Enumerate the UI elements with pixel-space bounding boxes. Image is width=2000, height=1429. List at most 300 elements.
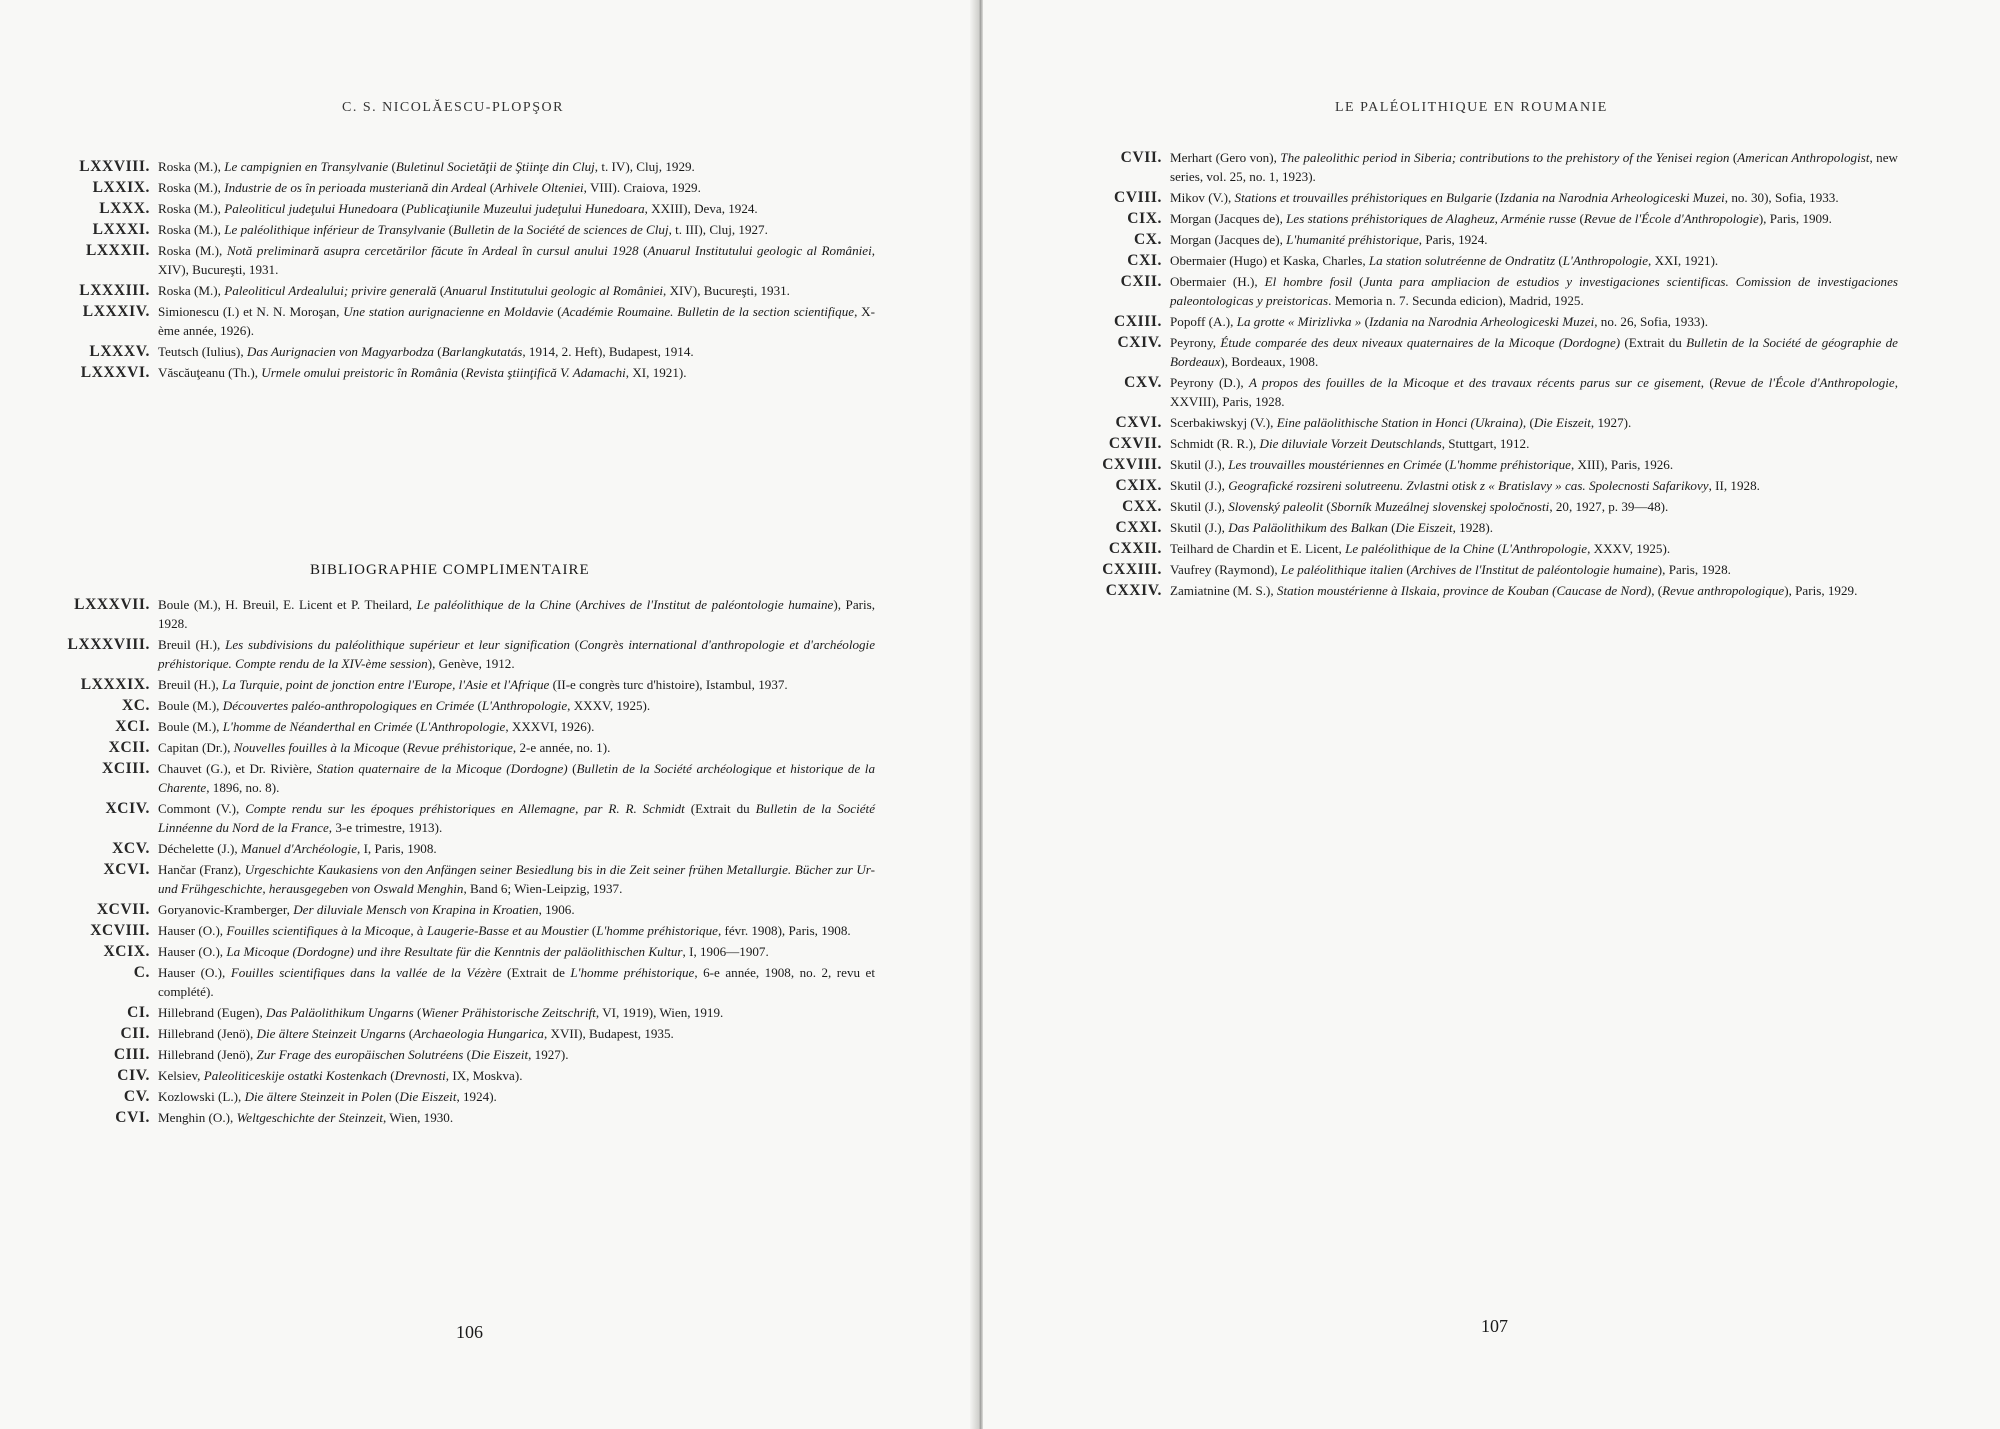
- bibliography-entry: [1028, 497, 1898, 516]
- citation-segment: , t. III), Cluj, 1927.: [668, 222, 768, 237]
- entry-citation: [158, 696, 875, 715]
- entry-number: LXXXVII.: [74, 596, 150, 613]
- citation-title-segment: L'homme préhistorique: [596, 923, 718, 938]
- citation-title-segment: Archaeologia Hungarica: [413, 1026, 544, 1041]
- entry-number: LXXXIX.: [80, 676, 150, 693]
- citation-segment: Zamiatnine (M. S.),: [1170, 583, 1277, 598]
- bibliography-entry: [45, 1024, 875, 1043]
- citation-segment: Commont (V.),: [158, 801, 246, 816]
- entry-number: CXI.: [1127, 252, 1162, 269]
- citation-segment: (: [433, 344, 442, 359]
- bibliography-entry: [45, 635, 875, 673]
- citation-title-segment: Sborník Muzeálnej slovenskej spoločnosti: [1330, 499, 1550, 514]
- citation-segment: Boule (M.),: [158, 698, 223, 713]
- citation-segment: (II-e congrès turc d'histoire), Istambul, 1937.: [549, 677, 788, 692]
- citation-segment: , 2-e année, no. 1).: [512, 740, 611, 755]
- citation-title-segment: Drevnosti: [394, 1068, 446, 1083]
- entry-number: CIV.: [117, 1067, 150, 1084]
- citation-segment: Simionescu (I.) et N. N. Moroşan,: [158, 304, 344, 319]
- citation-title-segment: Geografické rozsireni solutreenu. Zvlastni otisk z « Bratislavy » cas. Spolecnosti Safarikovy: [1228, 478, 1709, 493]
- citation-title-segment: Wiener Prähistorische Zeitschrift: [421, 1005, 596, 1020]
- bibliography-entry: [1028, 581, 1898, 600]
- entry-citation: [158, 1087, 875, 1106]
- citation-title-segment: Buletinul Societăţii de Ştiinţe din Cluj: [395, 159, 595, 174]
- entry-citation: [158, 1003, 875, 1022]
- citation-segment: , XVII), Budapest, 1935.: [543, 1026, 674, 1041]
- bibliography-entry: [45, 281, 875, 300]
- citation-title-segment: Die ältere Steinzeit in Polen: [244, 1089, 392, 1104]
- bibliography-entry: [1028, 251, 1898, 270]
- bibliography-entry: [45, 220, 875, 239]
- entry-citation: [1170, 434, 1898, 453]
- entry-citation: [158, 199, 875, 218]
- citation-segment: (: [553, 304, 562, 319]
- entry-number: LXXXV.: [89, 343, 150, 360]
- entry-citation: [1170, 455, 1898, 474]
- citation-title-segment: Bulletin de la Société de géographie de Bordeaux: [1170, 335, 1898, 369]
- citation-segment: Teutsch (Iulius),: [158, 344, 247, 359]
- citation-segment: Peyrony,: [1170, 335, 1221, 350]
- citation-segment: Boule (M.), H. Breuil, E. Licent et P. Theilard,: [158, 597, 417, 612]
- citation-title-segment: Der diluviale Mensch von Krapina in Kroatien: [293, 902, 539, 917]
- citation-segment: (: [413, 1005, 422, 1020]
- bibliography-entry: [1028, 413, 1898, 432]
- citation-segment: , IX, Moskva).: [445, 1068, 523, 1083]
- entry-number: CXII.: [1120, 273, 1162, 290]
- entry-citation: [1170, 251, 1898, 270]
- entry-citation: [158, 799, 875, 837]
- bibliography-entry: [1028, 373, 1898, 411]
- citation-segment: Schmidt (R. R.),: [1170, 436, 1260, 451]
- citation-title-segment: Académie Roumaine. Bulletin de la section scientifique: [561, 304, 855, 319]
- entry-citation: [158, 860, 875, 898]
- entry-number: XCVI.: [103, 861, 150, 878]
- citation-segment: (: [1729, 150, 1738, 165]
- citation-segment: (: [1352, 274, 1364, 289]
- entry-number: XCII.: [108, 739, 150, 756]
- citation-title-segment: Stations et trouvailles préhistoriques en Bulgarie: [1234, 190, 1492, 205]
- citation-segment: (: [1441, 457, 1450, 472]
- citation-title-segment: The paleolithic period in Siberia; contributions to the prehistory of the Yenisei region: [1280, 150, 1730, 165]
- citation-title-segment: Bulletin de la Société de sciences de Cluj: [452, 222, 669, 237]
- entry-number: CXV.: [1124, 374, 1162, 391]
- bibliography-entry: [45, 738, 875, 757]
- entry-number: LXXXVI.: [80, 364, 150, 381]
- citation-segment: , XXXV, 1925).: [1587, 541, 1671, 556]
- citation-segment: , 1924).: [456, 1089, 497, 1104]
- citation-title-segment: Archives de l'Institut de paléontologie humaine: [1410, 562, 1658, 577]
- entry-number: CXXII.: [1108, 540, 1162, 557]
- citation-title-segment: Urmele omului preistoric în România: [261, 365, 458, 380]
- citation-segment: Hillebrand (Jenö),: [158, 1047, 257, 1062]
- complementary-bibliography-list: [45, 595, 875, 1129]
- entry-number: CXVII.: [1108, 435, 1162, 452]
- citation-segment: , VI, 1919), Wien, 1919.: [595, 1005, 724, 1020]
- bibliography-entry: [1028, 188, 1898, 207]
- citation-segment: , VIII). Craiova, 1929.: [583, 180, 701, 195]
- bibliography-entry: [1028, 230, 1898, 249]
- citation-title-segment: Barlangkutatás: [441, 344, 523, 359]
- citation-segment: , (: [1651, 583, 1663, 598]
- entry-citation: [158, 675, 875, 694]
- bibliography-entry: [45, 241, 875, 279]
- citation-segment: (: [445, 222, 453, 237]
- entry-citation: [1170, 539, 1898, 558]
- citation-segment: Văscăuţeanu (Th.),: [158, 365, 262, 380]
- citation-segment: (: [1361, 314, 1369, 329]
- citation-segment: Hauser (O.),: [158, 944, 227, 959]
- citation-title-segment: Bulletin de la Société Linnéenne du Nord de la France: [158, 801, 876, 835]
- bibliography-entry: [45, 799, 875, 837]
- citation-segment: (: [1387, 520, 1396, 535]
- citation-title-segment: Paleoliticul judeţului Hunedoara: [224, 201, 399, 216]
- citation-segment: Hančar (Franz),: [158, 862, 245, 877]
- citation-title-segment: Industrie de os în perioada musteriană din Ardeal: [224, 180, 487, 195]
- citation-segment: , (: [1700, 375, 1714, 390]
- citation-segment: (: [398, 201, 406, 216]
- bibliography-entry: [45, 675, 875, 694]
- citation-segment: , XXXV, 1925).: [567, 698, 651, 713]
- citation-segment: , XXVIII), Paris, 1928.: [1170, 375, 1898, 409]
- citation-segment: ), Paris, 1929.: [1784, 583, 1858, 598]
- citation-title-segment: Le paléolithique inférieur de Transylvanie: [224, 222, 446, 237]
- bibliography-entry: [45, 942, 875, 961]
- bibliography-entry: [45, 199, 875, 218]
- entry-number: CX.: [1133, 231, 1162, 248]
- bibliography-entry: [1028, 455, 1898, 474]
- citation-title-segment: Die Eiszeit: [1533, 415, 1591, 430]
- citation-segment: ), Paris, 1928.: [158, 597, 876, 631]
- bibliography-entry: [45, 302, 875, 340]
- citation-title-segment: L'homme préhistorique: [570, 965, 695, 980]
- citation-segment: (: [1323, 499, 1331, 514]
- citation-title-segment: Eine paläolithische Station in Honci (Ukraina): [1276, 415, 1523, 430]
- citation-segment: , XXIII), Deva, 1924.: [644, 201, 758, 216]
- running-head: C. S. NICOLĂESCU-PLOPŞOR: [342, 100, 564, 115]
- bibliography-entry: [1028, 434, 1898, 453]
- citation-segment: Roska (M.),: [158, 201, 225, 216]
- citation-segment: , Stuttgart, 1912.: [1441, 436, 1530, 451]
- citation-segment: Vaufrey (Raymond),: [1170, 562, 1281, 577]
- right-page: [983, 0, 2000, 1429]
- bibliography-entry: [1028, 333, 1898, 371]
- entry-number: CXVIII.: [1102, 456, 1162, 473]
- citation-segment: Roska (M.),: [158, 159, 225, 174]
- entry-citation: [1170, 518, 1898, 537]
- entry-number: CVI.: [115, 1109, 150, 1126]
- citation-segment: (: [388, 159, 396, 174]
- entry-citation: [158, 1024, 875, 1043]
- entry-citation: [158, 1108, 875, 1127]
- citation-title-segment: Slovenský paleolit: [1228, 499, 1324, 514]
- citation-segment: Menghin (O.),: [158, 1110, 237, 1125]
- citation-title-segment: Arhivele Olteniei: [494, 180, 584, 195]
- citation-title-segment: Anuarul Institutului geologic al României: [444, 283, 664, 298]
- section-title: BIBLIOGRAPHIE COMPLIMENTAIRE: [310, 562, 590, 578]
- citation-segment: (: [569, 637, 580, 652]
- citation-title-segment: Das Paläolithikum des Balkan: [1228, 520, 1388, 535]
- entry-number: CXXIII.: [1102, 561, 1162, 578]
- citation-segment: Breuil (H.),: [158, 677, 222, 692]
- entry-citation: [1170, 333, 1898, 371]
- entry-number: CII.: [120, 1025, 150, 1042]
- citation-title-segment: Découvertes paléo-anthropologiques en Crimée: [222, 698, 475, 713]
- entry-number: CXIV.: [1117, 334, 1162, 351]
- citation-title-segment: Junta para ampliacion de estudios y investigaciones scientificas. Comission de investigaciones paleontologicas y preistoricas: [1170, 274, 1898, 308]
- entry-number: LXXVIII.: [79, 158, 150, 175]
- citation-title-segment: Die Eiszeit: [1395, 520, 1453, 535]
- citation-segment: , no. 26, Sofia, 1933).: [1594, 314, 1709, 329]
- entry-citation: [158, 178, 875, 197]
- citation-title-segment: Publicaţiunile Muzeului judeţului Hunedoara: [405, 201, 645, 216]
- citation-title-segment: El hombre fosil: [1264, 274, 1353, 289]
- citation-title-segment: Les trouvailles moustériennes en Crimée: [1228, 457, 1442, 472]
- citation-title-segment: Le campignien en Transylvanie: [224, 159, 389, 174]
- citation-segment: , new series, vol. 25, no. 1, 1923).: [1170, 150, 1898, 184]
- entry-citation: [158, 635, 875, 673]
- citation-segment: , 1914, 2. Heft), Budapest, 1914.: [522, 344, 694, 359]
- citation-segment: (: [386, 1068, 395, 1083]
- citation-segment: Teilhard de Chardin et E. Licent,: [1170, 541, 1346, 556]
- citation-segment: Morgan (Jacques de),: [1170, 211, 1287, 226]
- bibliography-entry: [45, 963, 875, 1001]
- bibliography-entry: [45, 178, 875, 197]
- entry-number: XCV.: [112, 840, 150, 857]
- citation-title-segment: Le paléolithique de la Chine: [416, 597, 571, 612]
- citation-title-segment: Urgeschichte Kaukasiens von den Anfängen seiner Besiedlung bis in die Zeit seiner frühen Metallurgie. Bücher zur Ur- und Frühgeschichte, herausgegeben von Oswald Menghin: [158, 862, 876, 896]
- citation-segment: Chauvet (G.), et Dr. Rivière,: [158, 761, 317, 776]
- bibliography-entry: [45, 342, 875, 361]
- bibliography-entry: [45, 1087, 875, 1106]
- bibliography-entry: [45, 717, 875, 736]
- citation-title-segment: Le paléolithique de la Chine: [1345, 541, 1495, 556]
- citation-segment: , Band 6; Wien-Leipzig, 1937.: [463, 881, 623, 896]
- entry-citation: [158, 363, 875, 382]
- citation-segment: , 1896, no. 8).: [206, 780, 280, 795]
- citation-segment: , X-ème année, 1926).: [158, 304, 875, 338]
- citation-title-segment: Notă preliminară asupra cercetărilor făcute în Ardeal în cursul anului 1928: [226, 243, 639, 258]
- entry-citation: [158, 241, 875, 279]
- citation-segment: Capitan (Dr.),: [158, 740, 234, 755]
- bibliography-entry: [45, 860, 875, 898]
- citation-segment: Morgan (Jacques de),: [1170, 232, 1287, 247]
- citation-title-segment: Station quaternaire de la Micoque (Dordogne): [316, 761, 568, 776]
- citation-title-segment: Station moustérienne à Ilskaia, province de Kouban (Caucase de Nord): [1276, 583, 1652, 598]
- entry-citation: [158, 1066, 875, 1085]
- citation-segment: Mikov (V.),: [1170, 190, 1235, 205]
- entry-number: CVII.: [1120, 149, 1162, 166]
- entry-citation: [158, 963, 875, 1001]
- bibliography-entry: [45, 759, 875, 797]
- bibliography-entry: [1028, 560, 1898, 579]
- citation-segment: , XIV), Bucureşti, 1931.: [663, 283, 790, 298]
- citation-title-segment: Les stations préhistoriques de Alagheuz, Arménie russe: [1286, 211, 1577, 226]
- bibliography-entry: [1028, 312, 1898, 331]
- citation-segment: ), Bordeaux, 1908.: [1220, 354, 1319, 369]
- citation-title-segment: Die ältere Steinzeit Ungarns: [256, 1026, 406, 1041]
- citation-title-segment: Die diluviale Vorzeit Deutschlands: [1259, 436, 1442, 451]
- citation-segment: Obermaier (Hugo) et Kaska, Charles,: [1170, 253, 1369, 268]
- entry-number: C.: [133, 964, 150, 981]
- bibliography-entry: [45, 363, 875, 382]
- citation-segment: Hauser (O.),: [158, 965, 231, 980]
- citation-title-segment: Une station aurignacienne en Moldavie: [343, 304, 554, 319]
- citation-title-segment: La station solutréenne de Ondratitz: [1368, 253, 1556, 268]
- citation-segment: , 1928).: [1452, 520, 1493, 535]
- entry-citation: [1170, 413, 1898, 432]
- citation-segment: (: [412, 719, 421, 734]
- entry-citation: [158, 738, 875, 757]
- citation-segment: ), Paris, 1928.: [1657, 562, 1731, 577]
- entry-number: CVIII.: [1114, 189, 1162, 206]
- entry-number: XCIII.: [102, 760, 150, 777]
- citation-segment: , 1927).: [1590, 415, 1632, 430]
- citation-segment: (: [436, 283, 445, 298]
- entry-number: LXXIX.: [92, 179, 150, 196]
- citation-segment: (: [1555, 253, 1563, 268]
- citation-segment: Skutil (J.),: [1170, 499, 1229, 514]
- citation-segment: (: [588, 923, 597, 938]
- entry-citation: [1170, 230, 1898, 249]
- bibliography-entry: [45, 900, 875, 919]
- citation-segment: Skutil (J.),: [1170, 478, 1229, 493]
- citation-segment: (: [474, 698, 482, 713]
- entry-citation: [158, 1045, 875, 1064]
- citation-segment: Roska (M.),: [158, 180, 225, 195]
- entry-number: XCIV.: [105, 800, 150, 817]
- bibliography-entry: [45, 696, 875, 715]
- entry-number: CXVI.: [1115, 414, 1162, 431]
- bibliography-entry: [1028, 476, 1898, 495]
- citation-segment: Kelsiev,: [158, 1068, 204, 1083]
- citation-title-segment: American Anthropologist: [1737, 150, 1870, 165]
- entry-citation: [1170, 497, 1898, 516]
- citation-segment: Hillebrand (Eugen),: [158, 1005, 266, 1020]
- citation-segment: , II, 1928.: [1708, 478, 1760, 493]
- citation-segment: Déchelette (J.),: [158, 841, 241, 856]
- citation-segment: Hillebrand (Jenö),: [158, 1026, 257, 1041]
- citation-segment: , XIV), Bucureşti, 1931.: [158, 243, 875, 277]
- bibliography-entry: [45, 157, 875, 176]
- citation-segment: , févr. 1908), Paris, 1908.: [717, 923, 851, 938]
- entry-citation: [158, 759, 875, 797]
- citation-segment: Obermaier (H.),: [1170, 274, 1265, 289]
- citation-title-segment: Weltgeschichte der Steinzeit: [236, 1110, 383, 1125]
- citation-segment: , I, 1906—1907.: [682, 944, 769, 959]
- bibliography-entry: [1028, 209, 1898, 228]
- citation-title-segment: Congrès international d'anthropologie et d'archéologie préhistorique. Compte rendu de la XIV-ème session: [158, 637, 876, 671]
- citation-segment: , I, Paris, 1908.: [357, 841, 437, 856]
- citation-segment: Merhart (Gero von),: [1170, 150, 1281, 165]
- citation-title-segment: La grotte « Mirizlivka »: [1236, 314, 1362, 329]
- citation-segment: Breuil (H.),: [158, 637, 226, 652]
- entry-number: CV.: [123, 1088, 150, 1105]
- entry-number: XCVII.: [96, 901, 150, 918]
- entry-citation: [1170, 188, 1898, 207]
- citation-segment: , 3-e trimestre, 1913).: [328, 820, 443, 835]
- citation-segment: ), Genève, 1912.: [427, 656, 515, 671]
- citation-title-segment: Paleoliticeskije ostatki Kostenkach: [203, 1068, 387, 1083]
- entry-number: LXXXIII.: [79, 282, 150, 299]
- citation-segment: Scerbakiwskyj (V.),: [1170, 415, 1277, 430]
- citation-title-segment: Manuel d'Archéologie: [240, 841, 358, 856]
- entry-citation: [1170, 312, 1898, 331]
- citation-segment: . Memoria n. 7. Secunda edicion), Madrid, 1925.: [1328, 293, 1584, 308]
- entry-number: LXXX.: [99, 200, 150, 217]
- citation-segment: (: [1576, 211, 1584, 226]
- citation-title-segment: Nouvelles fouilles à la Micoque: [233, 740, 400, 755]
- citation-title-segment: L'homme de Néanderthal en Crimée: [222, 719, 413, 734]
- citation-title-segment: L'Anthropologie: [1562, 253, 1649, 268]
- entry-citation: [158, 342, 875, 361]
- citation-segment: (: [1494, 541, 1502, 556]
- entry-citation: [1170, 148, 1898, 186]
- citation-segment: (: [463, 1047, 471, 1062]
- entry-number: XCIX.: [103, 943, 150, 960]
- citation-title-segment: Revue préhistorique: [407, 740, 513, 755]
- entry-citation: [158, 717, 875, 736]
- citation-segment: (Extrait du: [684, 801, 756, 816]
- bibliography-entry: [45, 921, 875, 940]
- citation-title-segment: Das Paläolithikum Ungarns: [266, 1005, 414, 1020]
- entry-number: CXXIV.: [1105, 582, 1162, 599]
- entry-citation: [158, 220, 875, 239]
- bibliography-entry: [1028, 539, 1898, 558]
- citation-segment: , 1906.: [538, 902, 575, 917]
- entry-number: CI.: [127, 1004, 150, 1021]
- entry-number: CXIX.: [1115, 477, 1162, 494]
- entry-number: LXXXVIII.: [67, 636, 150, 653]
- citation-segment: , 1927).: [528, 1047, 569, 1062]
- citation-segment: Hauser (O.),: [158, 923, 227, 938]
- citation-segment: (: [1403, 562, 1411, 577]
- citation-title-segment: L'Anthropologie: [1501, 541, 1588, 556]
- citation-title-segment: Le paléolithique italien: [1280, 562, 1404, 577]
- citation-title-segment: L'humanité préhistorique: [1286, 232, 1419, 247]
- citation-segment: (: [405, 1026, 414, 1041]
- citation-segment: , XI, 1921).: [625, 365, 687, 380]
- citation-title-segment: Paleoliticul Ardealului; privire generală: [224, 283, 437, 298]
- citation-segment: , no. 30), Sofia, 1933.: [1724, 190, 1839, 205]
- citation-segment: (: [391, 1089, 400, 1104]
- citation-segment: (: [457, 365, 466, 380]
- citation-title-segment: La Turquie, point de jonction entre l'Europe, l'Asie et l'Afrique: [222, 677, 550, 692]
- citation-segment: , (: [1522, 415, 1534, 430]
- citation-segment: (: [638, 243, 648, 258]
- bibliography-entry: [45, 1003, 875, 1022]
- entry-number: CXX.: [1122, 498, 1162, 515]
- running-head: LE PALÉOLITHIQUE EN ROUMANIE: [1335, 100, 1608, 115]
- bibliography-entry: [45, 839, 875, 858]
- bibliography-entry: [45, 1045, 875, 1064]
- citation-title-segment: Étude comparée des deux niveaux quaternaires de la Micoque (Dordogne): [1220, 335, 1621, 350]
- citation-title-segment: Fouilles scientifiques à la Micoque, à Laugerie-Basse et au Moustier: [226, 923, 589, 938]
- citation-segment: Roska (M.),: [158, 243, 227, 258]
- entry-number: XCVIII.: [90, 922, 150, 939]
- citation-title-segment: Revue de l'École d'Anthropologie: [1713, 375, 1895, 390]
- entry-number: LXXXII.: [85, 242, 150, 259]
- entry-number: CIX.: [1127, 210, 1162, 227]
- entry-number: XCI.: [115, 718, 150, 735]
- bibliography-entry: [1028, 148, 1898, 186]
- citation-title-segment: Izdania na Narodnia Arheologiceski Muzei: [1368, 314, 1595, 329]
- entry-citation: [158, 302, 875, 340]
- citation-segment: (: [570, 597, 580, 612]
- entry-number: CIII.: [113, 1046, 150, 1063]
- entry-citation: [158, 942, 875, 961]
- page-number: 106: [456, 1322, 483, 1342]
- citation-title-segment: Fouilles scientifiques dans la vallée de la Vézère: [230, 965, 502, 980]
